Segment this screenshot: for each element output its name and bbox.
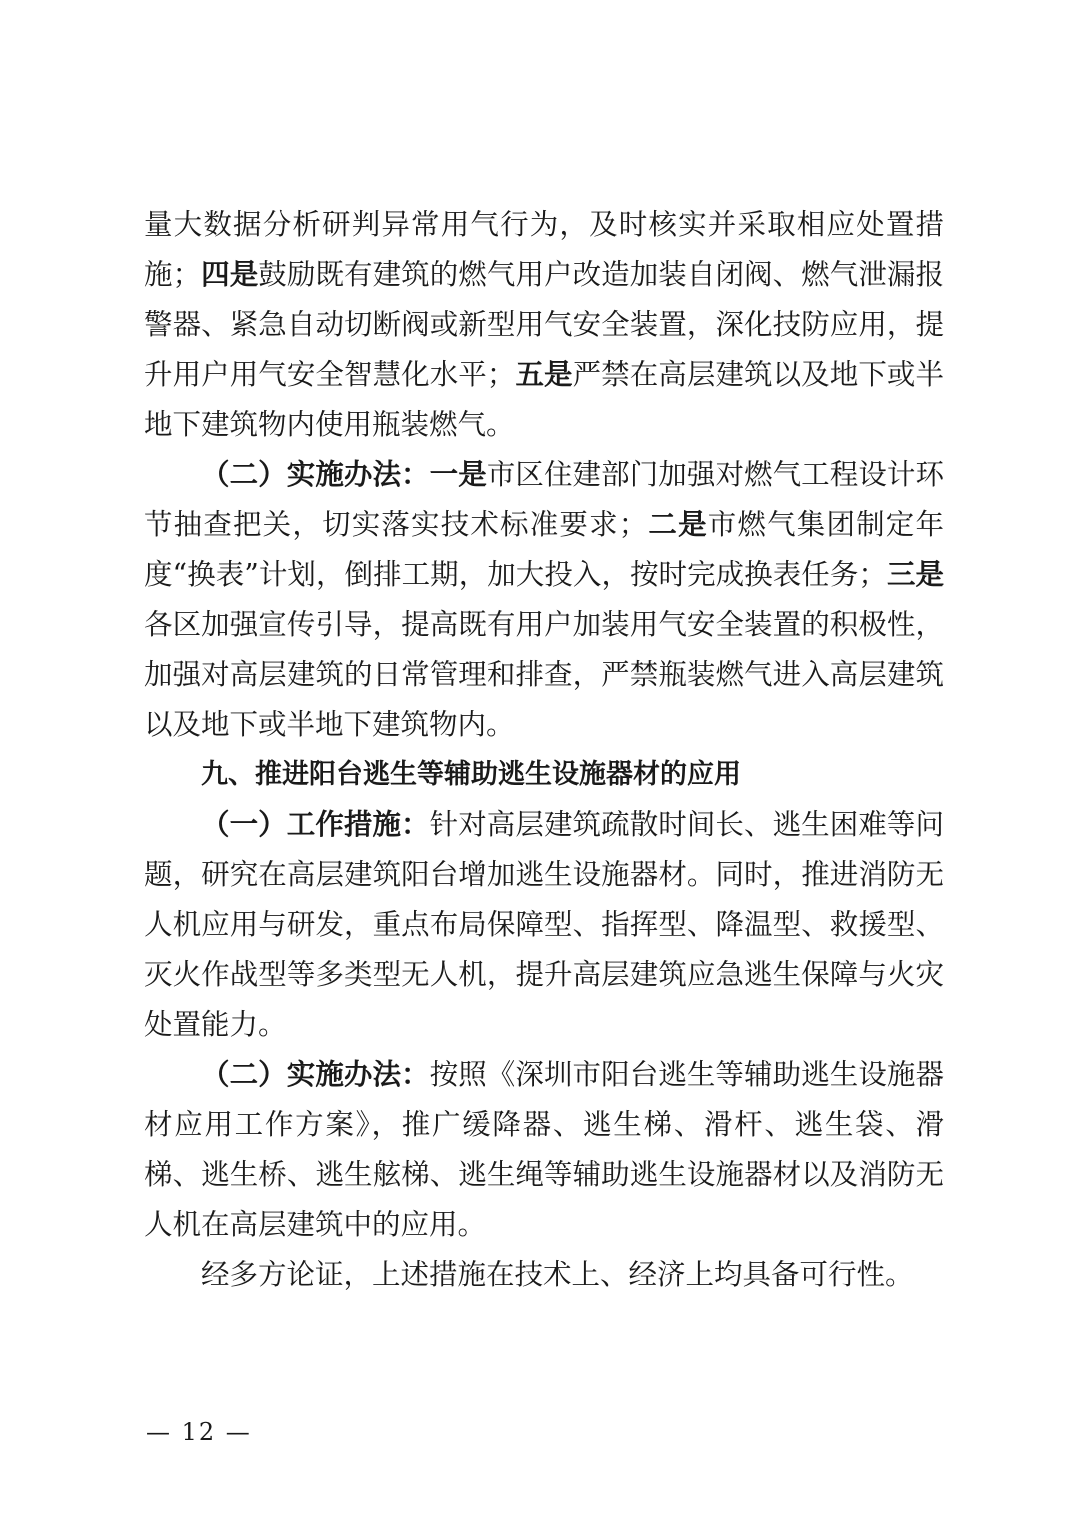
page-number: — 12 —	[146, 1418, 252, 1446]
text-run: 市燃气集团制定年度“换表”计划，倒排工期，加大投入，按时完成换表任务；	[144, 508, 944, 591]
text-run: 严禁在高层建筑以及地下或半地下建筑物内使用瓶装燃气。	[144, 358, 944, 441]
text-run-bold: （二）实施办法：	[201, 458, 430, 491]
text-run-bold: 一是	[429, 458, 487, 491]
document-body	[144, 200, 944, 1300]
paragraph-feasibility-conclusion	[144, 1250, 944, 1300]
text-run: 针对高层建筑疏散时间长、逃生困难等问题，研究在高层建筑阳台增加逃生设施器材。同时，推进消防无人机应用与研发，重点布局保障型、指挥型、降温型、救援型、灭火作战型等多类型无人机，提升高层建筑应急逃生保障与火灾处置能力。	[144, 808, 944, 1041]
paragraph-gas-implementation	[144, 450, 944, 750]
paragraph-escape-implementation	[144, 1050, 944, 1250]
text-run-bold: （一）工作措施：	[201, 808, 430, 841]
paragraph-gas-measures-continued	[144, 200, 944, 450]
section-heading: 九、推进阳台逃生等辅助逃生设施器材的应用	[201, 759, 741, 790]
text-run-bold: 二是	[647, 508, 708, 541]
text-run: 鼓励既有建筑的燃气用户改造加装自闭阀、燃气泄漏报警器、紧急自动切断阀或新型用气安全装置，深化技防应用，提升用户用气安全智慧化水平；	[144, 258, 944, 391]
paragraph-escape-work-measures	[144, 800, 944, 1050]
text-run: 经多方论证，上述措施在技术上、经济上均具备可行性。	[201, 1258, 914, 1291]
text-run: 各区加强宣传引导，提高既有用户加装用气安全装置的积极性，加强对高层建筑的日常管理和排查，严禁瓶装燃气进入高层建筑以及地下或半地下建筑物内。	[144, 608, 944, 741]
text-run-bold: 四是	[201, 258, 259, 291]
text-run-bold: 三是	[886, 558, 944, 591]
text-run: 按照《深圳市阳台逃生等辅助逃生设施器材应用工作方案》，推广缓降器、逃生梯、滑杆、逃生袋、滑梯、逃生桥、逃生舷梯、逃生绳等辅助逃生设施器材以及消防无人机在高层建筑中的应用。	[144, 1058, 944, 1241]
text-run-bold: （二）实施办法：	[201, 1058, 430, 1091]
text-run-bold: 五是	[515, 358, 573, 391]
text-run: 市区住建部门加强对燃气工程设计环节抽查把关，切实落实技术标准要求；	[144, 458, 944, 541]
text-run: 量大数据分析研判异常用气行为，及时核实并采取相应处置措施；	[144, 208, 944, 291]
